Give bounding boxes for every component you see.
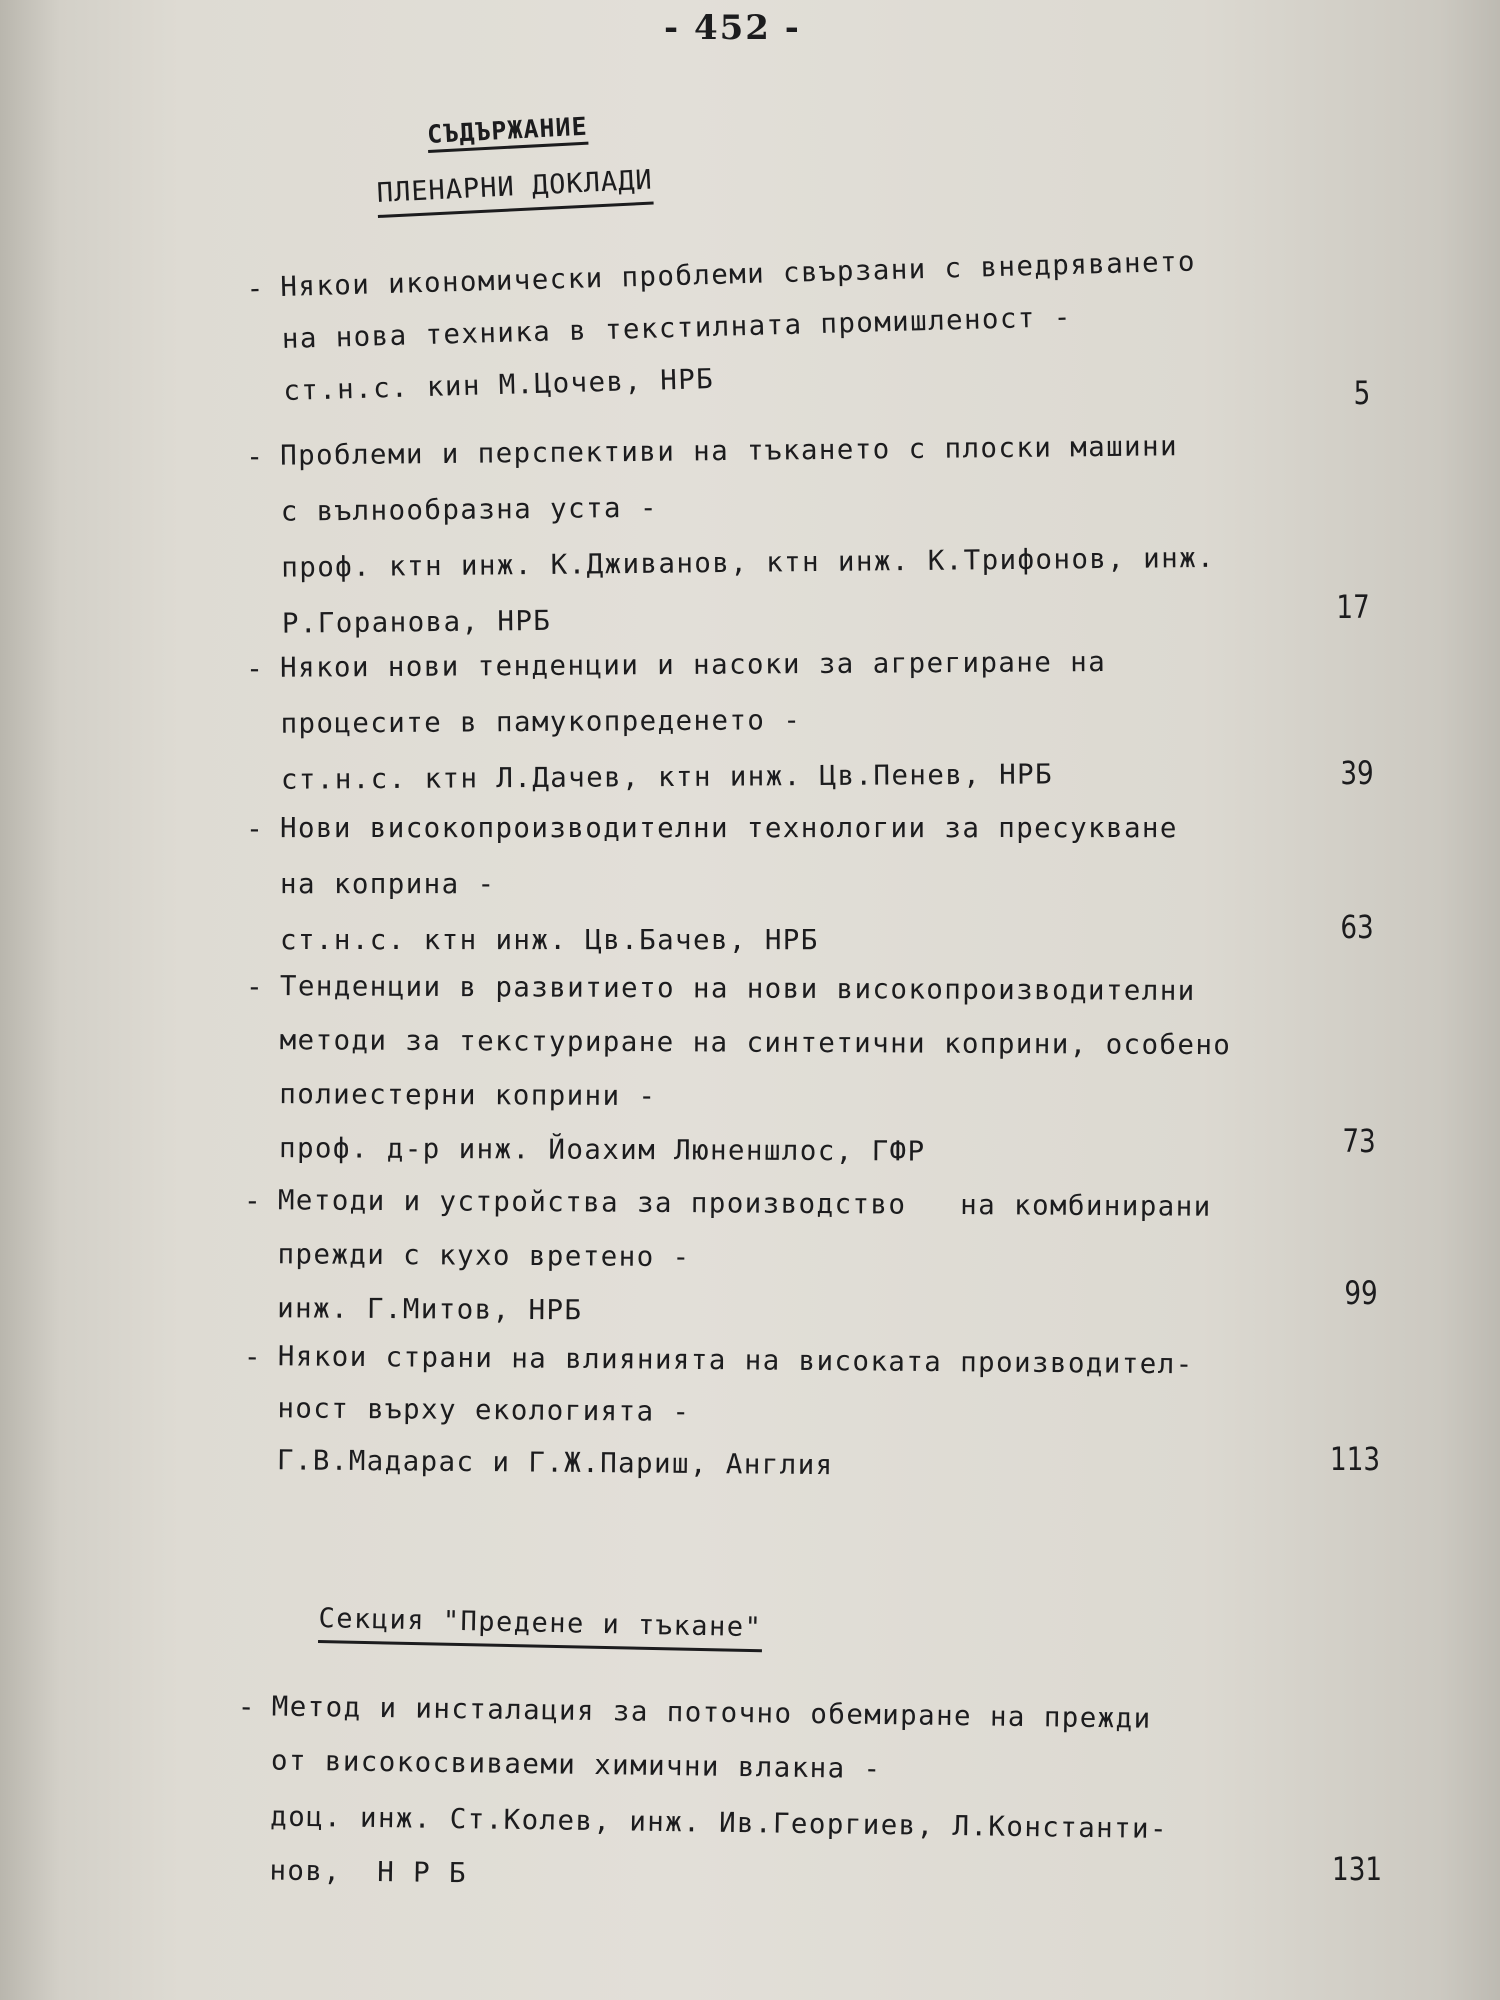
toc-entry [246,240,1396,407]
page-ref: 5 [1353,374,1370,412]
entry-line: Някои страни на влиянията на високата производител- [277,1340,1194,1381]
entry-line: нов, Н Р Б [269,1854,468,1890]
entry-line: доц. инж. Ст.Колев, инж. Ив.Георгиев, Л.Константи- [270,1800,1169,1845]
entry-line: процесите в памукопреденето - [280,704,802,740]
bullet-dash: - [237,1690,255,1724]
entry-line: прежди с кухо вретено - [277,1238,691,1274]
entry-line: Някои икономически проблеми свързани с внедряването [279,245,1197,304]
entry-line: проф. д-р инж. Йоахим Люненшлос, ГФР [278,1132,926,1168]
entry-line: проф. ктн инж. К.Дживанов, ктн инж. К.Трифонов, инж. [281,541,1216,584]
entry-line: Методи и устройства за производство на комбинирани [277,1184,1212,1223]
entry-line: ст.н.с. кин М.Цочев, НРБ [282,362,715,407]
entry-line: на нова техника в текстилната промишленост - [281,300,1073,356]
entry-line: Някои нови тенденции и насоки за агрегиране на [279,645,1107,684]
page-ref: 131 [1331,1850,1382,1888]
page-ref: 99 [1344,1274,1378,1312]
bullet-dash: - [246,271,264,305]
toc-entries: - Някои икономически проблеми свързани с внедряването на нова техника в текстилната промишленост - ст.н.с. кин М.Цочев, НРБ 5 - Проблеми и перспективи на тъкането с плоски машини с вълнообразна уста - проф. ктн инж. К.Дживанов, ктн инж. К.Трифонов, инж. Р.Горанова, НРБ 17 - Някои нови тенденции и насоки за агрегиране на процесите в памукопреденето - ст.н.с. ктн Л.Дачев, ктн инж. Цв.Пенев, НРБ 39 - Нови високопроизводителни технологии за пресукване на коприна - ст.н.с. ктн инж. Цв.Бачев, НРБ 63 - Тенденции в развитието на нови високопроизводителни методи за текстуриране на синтетични коприни, особено полиестерни коприни - проф. д-р инж. Йоахим Люненшлос, ГФР 73 - Методи и устройства за производство на комбинирани прежди с кухо вретено - инж. Г.Митов, НРБ 99 - Някои страни на влиянията на високата производител- ност върху екологията - Г.В.Мадарас и Г.Ж.Париш, Англия 113 - Метод и инсталация за поточно обемиране на прежди от високосвиваеми химични влакна - доц. инж. Ст.Колев, инж. Ив.Георгиев, Л.Константи- нов, Н Р Б 131 [0,0,1500,2000]
page-ref: 39 [1340,754,1374,792]
entry-line: методи за текстуриране на синтетични коприни, особено [279,1024,1232,1062]
entry-line: полиестерни коприни - [279,1078,657,1113]
page-ref: 113 [1329,1440,1380,1478]
section-heading-spinning-weaving: Секция "Предене и тъкане" [318,1603,763,1652]
bullet-dash: - [245,970,263,1004]
entry-line: Тенденции в развитието на нови високопроизводителни [279,970,1196,1007]
entry-line: Метод и инсталация за поточно обемиране на прежди [271,1690,1152,1735]
entry-line: инж. Г.Митов, НРБ [277,1292,583,1327]
bullet-dash: - [246,439,264,473]
page-number: - 452 - [664,8,801,48]
bullet-dash: - [246,812,263,845]
entry-line: с вълнообразна уста - [280,491,658,528]
page-ref: 63 [1340,908,1374,946]
entry-line: Г.В.Мадарас и Г.Ж.Париш, Англия [276,1444,834,1482]
entry-line: Р.Горанова, НРБ [281,604,552,640]
bullet-dash: - [243,1340,261,1374]
entry-line: Проблеми и перспективи на тъкането с плоски машини [279,430,1179,472]
contents-title: СЪДЪРЖАНИЕ [426,111,589,149]
page-ref: 17 [1336,588,1370,626]
section-heading-plenary: ПЛЕНАРНИ ДОКЛАДИ [376,165,654,218]
page-ref: 73 [1342,1122,1376,1160]
entry-line: от високосвиваеми химични влакна - [270,1744,882,1785]
bullet-dash: - [246,651,264,685]
entry-line: ност върху екологията - [277,1392,691,1428]
entry-line: ст.н.с. ктн Л.Дачев, ктн инж. Цв.Пенев, НРБ [280,758,1054,796]
bullet-dash: - [243,1184,261,1218]
